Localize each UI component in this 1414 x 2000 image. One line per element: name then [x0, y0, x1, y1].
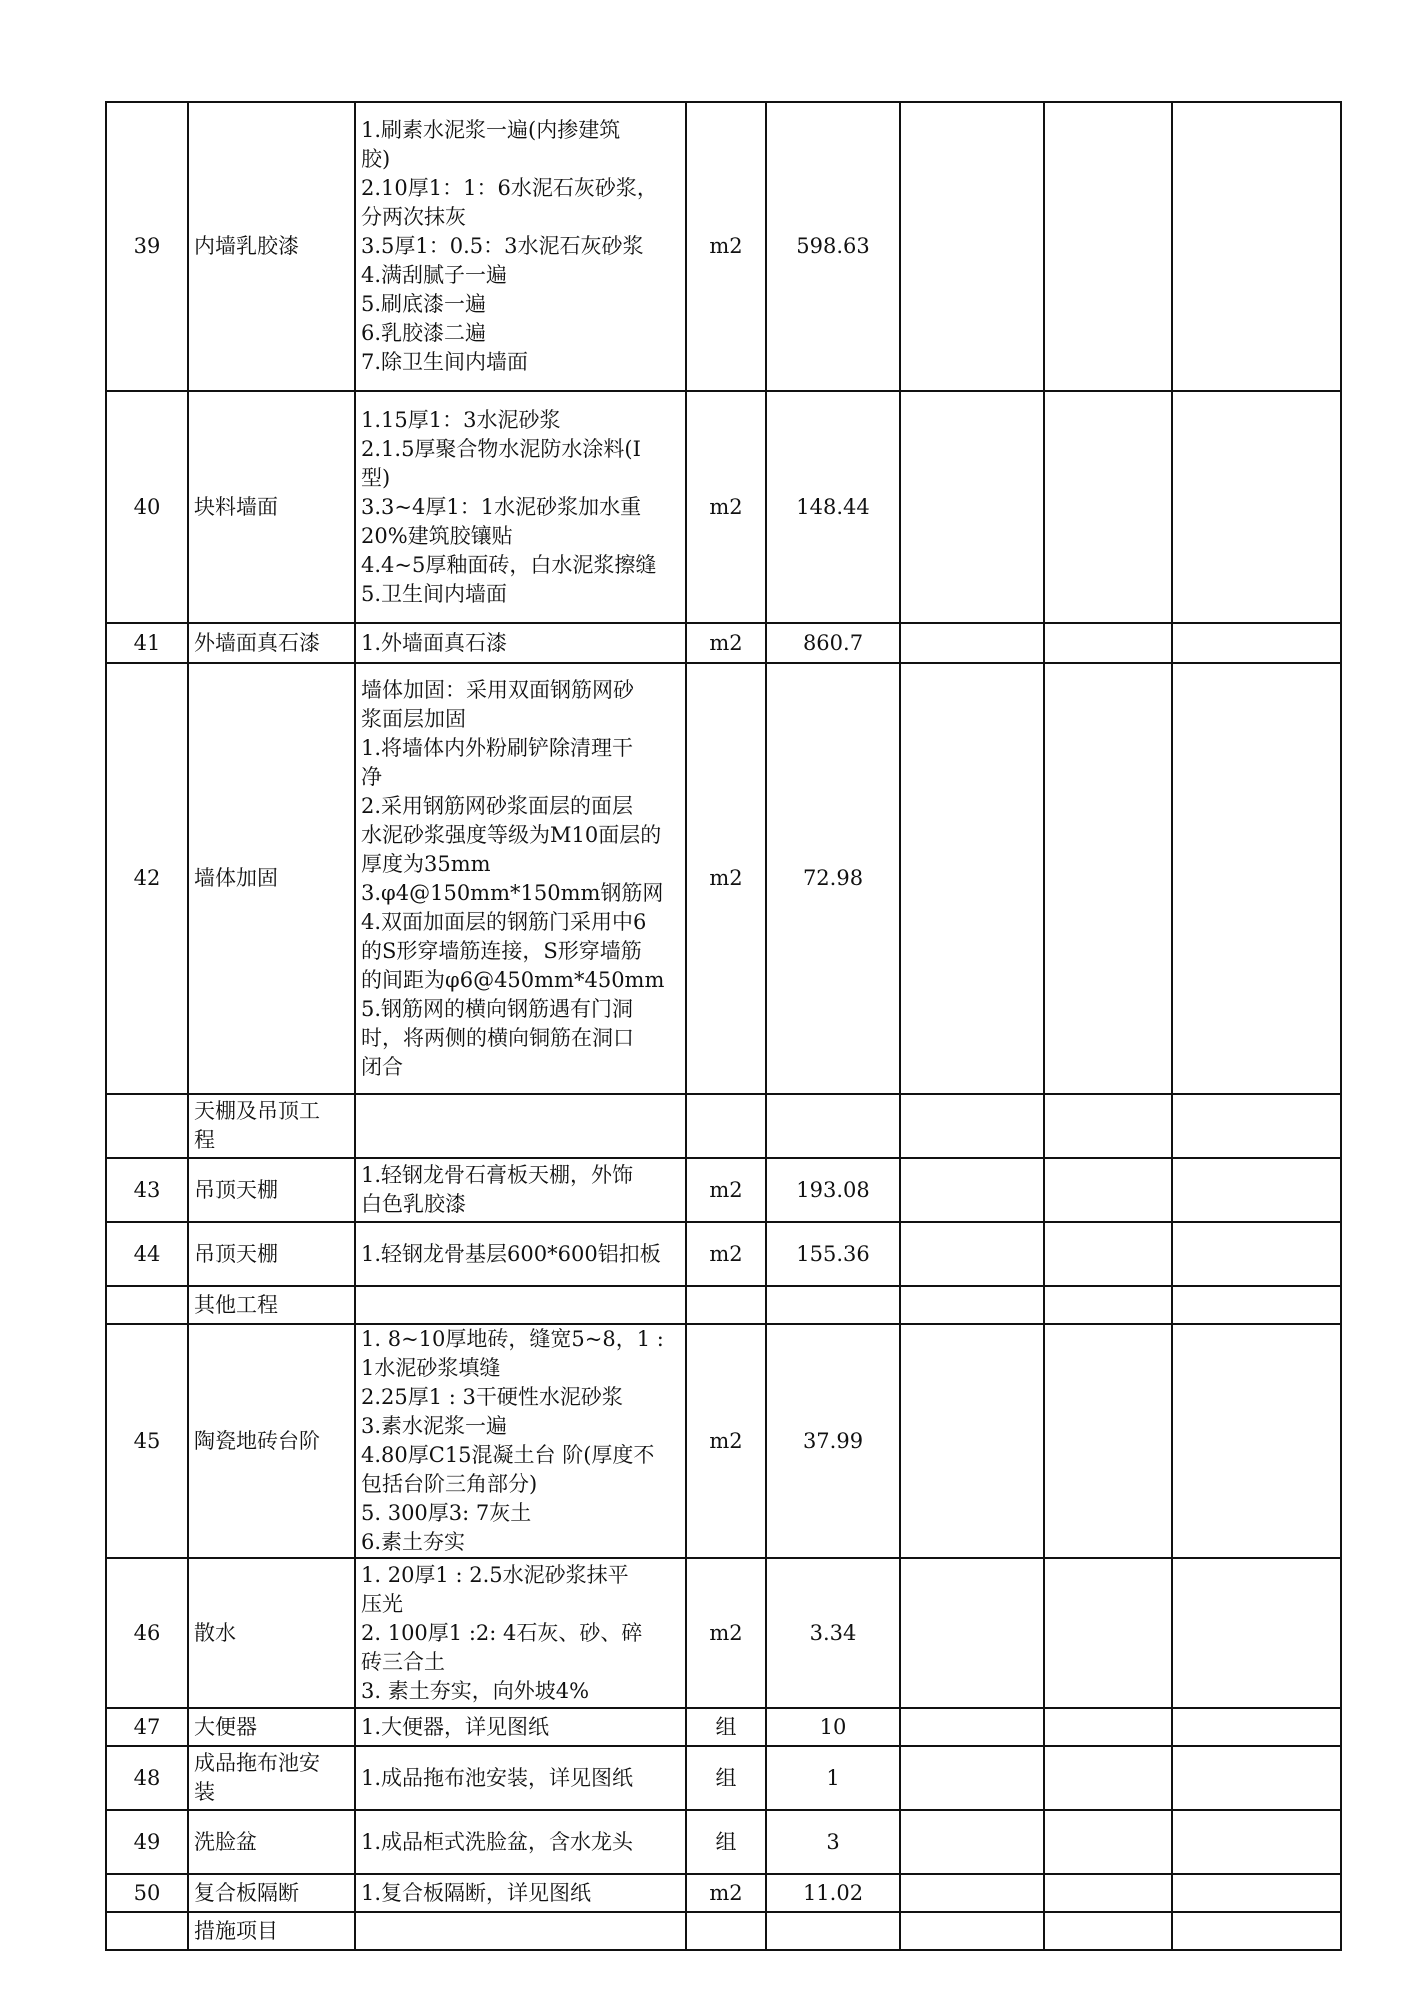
quantity-cell: 860.7: [766, 623, 900, 663]
item-description-cell: [355, 1810, 686, 1874]
remarks-cell: [1172, 1324, 1341, 1558]
quantity-cell: 148.44: [766, 391, 900, 623]
item-description-cell: [355, 1222, 686, 1286]
item-name-cell: [188, 1746, 355, 1810]
description-line: 20%建筑胶镶贴: [361, 523, 513, 548]
unit-cell: 组: [686, 1708, 766, 1746]
item-description-cell: [355, 391, 686, 623]
description-line: 4.满刮腻子一遍: [361, 263, 508, 287]
unit-price-cell: [900, 1558, 1044, 1708]
description-line: 胶): [361, 147, 391, 171]
unit-price-cell: [900, 1874, 1044, 1912]
unit-price-cell: [900, 391, 1044, 623]
item-number-cell: 49: [106, 1810, 188, 1874]
item-number-cell: [106, 1286, 188, 1324]
item-number-cell: 50: [106, 1874, 188, 1912]
description-line: 压光: [361, 1591, 403, 1616]
item-description-cell: [355, 1158, 686, 1222]
quantity-cell: 3.34: [766, 1558, 900, 1708]
quantity-cell: [766, 1094, 900, 1158]
total-price-cell: [1044, 391, 1172, 623]
item-name-line: 天棚及吊顶工: [194, 1099, 320, 1123]
unit-price-cell: [900, 1286, 1044, 1324]
unit-price-cell: [900, 1746, 1044, 1810]
table-row: [106, 1324, 1341, 1558]
total-price-cell: [1044, 102, 1172, 391]
remarks-cell: [1172, 1746, 1341, 1810]
unit-cell: m2: [686, 391, 766, 623]
item-name-line: 墙体加固: [194, 866, 278, 890]
description-line: 浆面层加固: [361, 706, 466, 731]
table-row: [106, 623, 1341, 663]
item-description-cell: [355, 1708, 686, 1746]
description-line: 5.钢筋网的横向钢筋遇有门洞: [361, 996, 634, 1021]
unit-cell: m2: [686, 623, 766, 663]
item-description-cell: [355, 1558, 686, 1708]
description-line: 3.φ4@150mm*150mm钢筋网: [361, 880, 664, 905]
total-price-cell: [1044, 663, 1172, 1094]
description-line: 砖三合土: [361, 1649, 445, 1674]
unit-cell: m2: [686, 1324, 766, 1558]
item-name-line: 吊顶天棚: [194, 1241, 278, 1266]
item-name-line: 吊顶天棚: [194, 1177, 278, 1202]
description-line: 5. 300厚3: 7灰土: [361, 1501, 532, 1525]
item-name-line: 措施项目: [194, 1918, 278, 1943]
total-price-cell: [1044, 1912, 1172, 1950]
table-row: [106, 1286, 1341, 1324]
item-name-cell: [188, 1222, 355, 1286]
quantity-cell: 155.36: [766, 1222, 900, 1286]
item-description-cell: [355, 102, 686, 391]
description-line: 1. 8~10厚地砖，缝宽5~8，1 :: [361, 1327, 664, 1351]
description-line: 1水泥砂浆填缝: [361, 1356, 501, 1380]
unit-price-cell: [900, 1158, 1044, 1222]
description-line: 闭合: [361, 1054, 403, 1079]
description-line: 1.大便器，详见图纸: [361, 1714, 550, 1739]
description-line: 时，将两侧的横向铜筋在洞口: [361, 1025, 634, 1050]
unit-price-cell: [900, 1912, 1044, 1950]
description-line: 白色乳胶漆: [361, 1192, 466, 1216]
item-number-cell: 48: [106, 1746, 188, 1810]
item-name-cell: [188, 1558, 355, 1708]
item-name-cell: [188, 1912, 355, 1950]
item-description-cell: [355, 1324, 686, 1558]
unit-cell: m2: [686, 1558, 766, 1708]
unit-price-cell: [900, 1094, 1044, 1158]
remarks-cell: [1172, 1094, 1341, 1158]
description-line: 1.轻钢龙骨石膏板天棚，外饰: [361, 1163, 634, 1187]
total-price-cell: [1044, 1708, 1172, 1746]
item-name-line: 程: [194, 1128, 215, 1152]
description-line: 净: [361, 764, 382, 789]
unit-price-cell: [900, 1708, 1044, 1746]
description-line: 的S形穿墙筋连接，S形穿墙筋: [361, 938, 642, 963]
item-number-cell: 41: [106, 623, 188, 663]
remarks-cell: [1172, 1222, 1341, 1286]
quantity-cell: 37.99: [766, 1324, 900, 1558]
item-name-cell: [188, 1094, 355, 1158]
table-row: [106, 1094, 1341, 1158]
remarks-cell: [1172, 1708, 1341, 1746]
item-name-cell: [188, 663, 355, 1094]
description-line: 1.复合板隔断，详见图纸: [361, 1880, 592, 1905]
description-line: 1.15厚1：3水泥砂浆: [361, 407, 561, 432]
description-line: 型): [361, 465, 391, 490]
item-number-cell: 45: [106, 1324, 188, 1558]
total-price-cell: [1044, 1558, 1172, 1708]
item-name-cell: [188, 391, 355, 623]
description-line: 2.25厚1 : 3干硬性水泥砂浆: [361, 1385, 623, 1409]
description-line: 4.4~5厚釉面砖，白水泥浆擦缝: [361, 552, 657, 577]
quantity-cell: [766, 1912, 900, 1950]
item-name-line: 陶瓷地砖台阶: [194, 1428, 320, 1453]
table-row: [106, 663, 1341, 1094]
description-line: 1.成品拖布池安装，详见图纸: [361, 1765, 634, 1790]
unit-price-cell: [900, 102, 1044, 391]
table-row: [106, 1874, 1341, 1912]
unit-cell: m2: [686, 102, 766, 391]
item-description-cell: [355, 1912, 686, 1950]
description-line: 1.外墙面真石漆: [361, 630, 508, 655]
total-price-cell: [1044, 1158, 1172, 1222]
description-line: 的间距为φ6@450mm*450mm: [361, 967, 665, 992]
unit-cell: [686, 1094, 766, 1158]
item-name-cell: [188, 1874, 355, 1912]
quantity-cell: 10: [766, 1708, 900, 1746]
description-line: 4.双面加面层的钢筋门采用中6: [361, 909, 647, 934]
item-number-cell: 39: [106, 102, 188, 391]
unit-cell: 组: [686, 1810, 766, 1874]
description-line: 7.除卫生间内墙面: [361, 350, 529, 374]
item-name-cell: [188, 1324, 355, 1558]
item-name-line: 外墙面真石漆: [194, 630, 320, 655]
item-number-cell: 42: [106, 663, 188, 1094]
unit-cell: m2: [686, 1874, 766, 1912]
item-description-cell: [355, 1094, 686, 1158]
table-row: [106, 1912, 1341, 1950]
description-line: 水泥砂浆强度等级为M10面层的: [361, 822, 662, 847]
table-row: [106, 391, 1341, 623]
table-row: [106, 1222, 1341, 1286]
quantity-cell: 3: [766, 1810, 900, 1874]
remarks-cell: [1172, 623, 1341, 663]
description-line: 6.素土夯实: [361, 1530, 466, 1554]
item-description-cell: [355, 1286, 686, 1324]
item-description-cell: [355, 1874, 686, 1912]
remarks-cell: [1172, 663, 1341, 1094]
unit-cell: m2: [686, 1158, 766, 1222]
unit-price-cell: [900, 663, 1044, 1094]
remarks-cell: [1172, 1158, 1341, 1222]
description-line: 4.80厚C15混凝土台 阶(厚度不: [361, 1443, 655, 1467]
total-price-cell: [1044, 1874, 1172, 1912]
item-name-line: 大便器: [194, 1714, 257, 1739]
description-line: 包括台阶三角部分): [361, 1472, 538, 1496]
unit-cell: [686, 1912, 766, 1950]
description-line: 2. 100厚1 :2: 4石灰、砂、碎: [361, 1620, 643, 1645]
description-line: 3.素水泥浆一遍: [361, 1414, 508, 1438]
item-number-cell: [106, 1912, 188, 1950]
item-name-line: 装: [194, 1780, 215, 1804]
item-name-cell: [188, 1286, 355, 1324]
description-line: 1.将墙体内外粉刷铲除清理干: [361, 735, 634, 760]
item-name-cell: [188, 102, 355, 391]
table-row: [106, 1708, 1341, 1746]
quantity-cell: 193.08: [766, 1158, 900, 1222]
item-name-cell: [188, 1810, 355, 1874]
description-line: 3.3~4厚1：1水泥砂浆加水重: [361, 494, 642, 519]
description-line: 1.成品柜式洗脸盆，含水龙头: [361, 1829, 634, 1854]
description-line: 5.刷底漆一遍: [361, 292, 487, 316]
item-name-line: 内墙乳胶漆: [194, 234, 299, 258]
item-name-cell: [188, 623, 355, 663]
description-line: 3.5厚1：0.5：3水泥石灰砂浆: [361, 234, 644, 258]
remarks-cell: [1172, 1810, 1341, 1874]
item-name-line: 洗脸盆: [194, 1829, 257, 1854]
table-row: [106, 1158, 1341, 1222]
remarks-cell: [1172, 1874, 1341, 1912]
unit-price-cell: [900, 1324, 1044, 1558]
description-line: 5.卫生间内墙面: [361, 581, 508, 606]
unit-cell: [686, 1286, 766, 1324]
item-name-cell: [188, 1158, 355, 1222]
item-number-cell: 47: [106, 1708, 188, 1746]
unit-price-cell: [900, 623, 1044, 663]
total-price-cell: [1044, 1746, 1172, 1810]
table-row: [106, 102, 1341, 391]
total-price-cell: [1044, 1810, 1172, 1874]
item-description-cell: [355, 1746, 686, 1810]
total-price-cell: [1044, 1094, 1172, 1158]
table-row: [106, 1558, 1341, 1708]
item-name-line: 复合板隔断: [194, 1880, 299, 1905]
item-name-line: 其他工程: [194, 1292, 278, 1317]
item-number-cell: 40: [106, 391, 188, 623]
unit-cell: 组: [686, 1746, 766, 1810]
description-line: 墙体加固：采用双面钢筋网砂: [361, 677, 634, 702]
item-name-line: 成品拖布池安: [194, 1751, 320, 1775]
quantity-cell: 598.63: [766, 102, 900, 391]
description-line: 3. 素土夯实，向外坡4%: [361, 1678, 590, 1703]
item-name-line: 块料墙面: [194, 494, 278, 519]
remarks-cell: [1172, 102, 1341, 391]
table-row: [106, 1810, 1341, 1874]
quantity-cell: 11.02: [766, 1874, 900, 1912]
item-description-cell: [355, 663, 686, 1094]
item-number-cell: 46: [106, 1558, 188, 1708]
item-name-line: 散水: [194, 1620, 236, 1645]
description-line: 厚度为35mm: [361, 851, 491, 876]
unit-cell: m2: [686, 663, 766, 1094]
total-price-cell: [1044, 1222, 1172, 1286]
quantity-cell: [766, 1286, 900, 1324]
item-number-cell: [106, 1094, 188, 1158]
total-price-cell: [1044, 623, 1172, 663]
unit-cell: m2: [686, 1222, 766, 1286]
table-body: [106, 102, 1341, 1950]
remarks-cell: [1172, 391, 1341, 623]
description-line: 1.轻钢龙骨基层600*600铝扣板: [361, 1241, 661, 1266]
item-number-cell: 44: [106, 1222, 188, 1286]
unit-price-cell: [900, 1810, 1044, 1874]
description-line: 2.采用钢筋网砂浆面层的面层: [361, 793, 634, 818]
description-line: 6.乳胶漆二遍: [361, 321, 487, 345]
description-line: 1.刷素水泥浆一遍(内掺建筑: [361, 118, 621, 142]
table-row: [106, 1746, 1341, 1810]
description-line: 分两次抹灰: [361, 205, 466, 229]
remarks-cell: [1172, 1286, 1341, 1324]
description-line: 1. 20厚1 : 2.5水泥砂浆抹平: [361, 1562, 629, 1587]
item-description-cell: [355, 623, 686, 663]
unit-price-cell: [900, 1222, 1044, 1286]
item-name-cell: [188, 1708, 355, 1746]
remarks-cell: [1172, 1912, 1341, 1950]
total-price-cell: [1044, 1324, 1172, 1558]
quantity-cell: 72.98: [766, 663, 900, 1094]
total-price-cell: [1044, 1286, 1172, 1324]
description-line: 2.1.5厚聚合物水泥防水涂料(I: [361, 436, 641, 461]
quantity-cell: 1: [766, 1746, 900, 1810]
item-number-cell: 43: [106, 1158, 188, 1222]
bill-of-quantities-table: [105, 101, 1342, 1951]
description-line: 2.10厚1：1：6水泥石灰砂浆，: [361, 176, 658, 200]
remarks-cell: [1172, 1558, 1341, 1708]
